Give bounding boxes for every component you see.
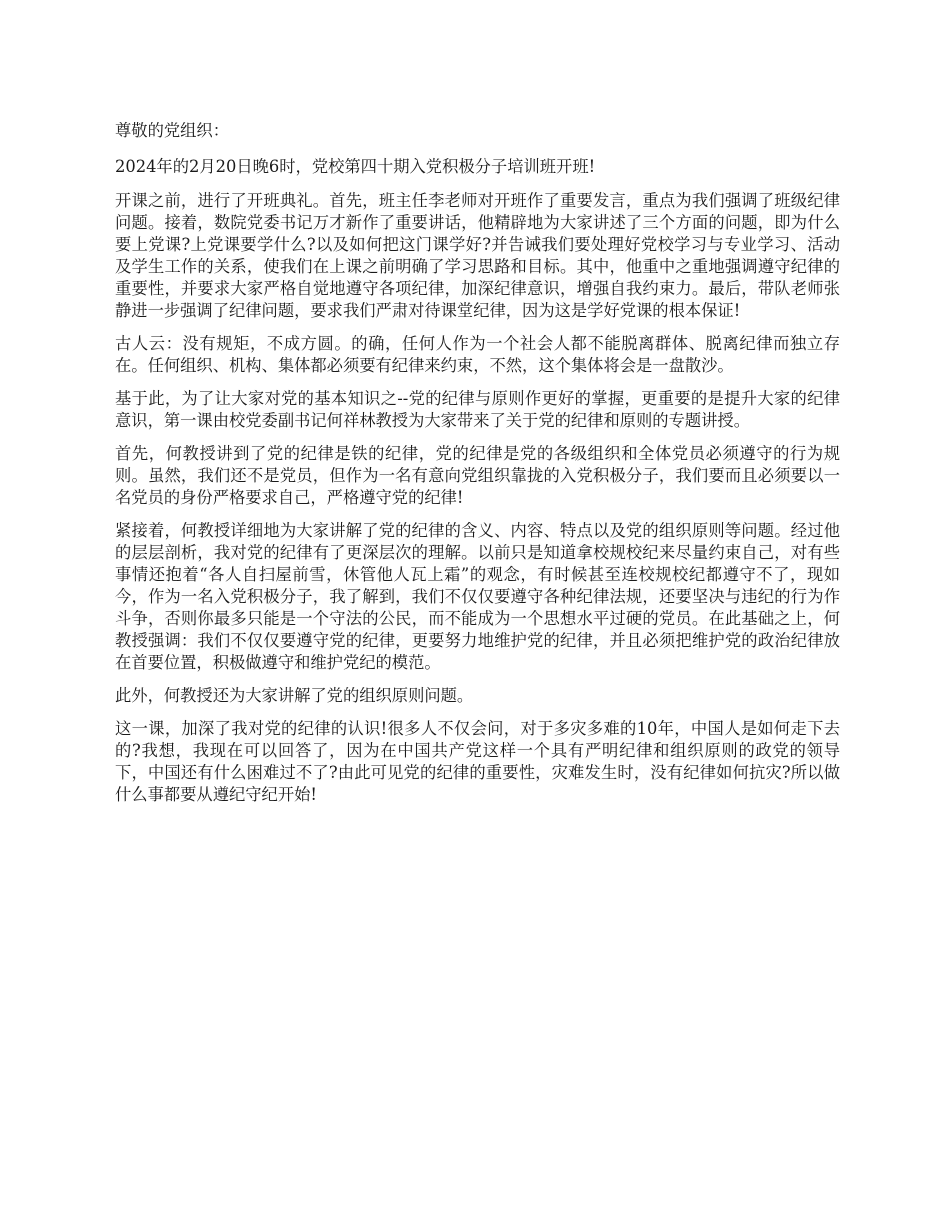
- paragraph-opening-date: 2024年的2月20日晚6时，党校第四十期入党积极分子培训班开班!: [115, 157, 596, 176]
- paragraph-lecture-intro: 基于此，为了让大家对党的基本知识之--党的纪律与原则作更好的掌握，更重要的是提升大家的纪律意识，第一课由校党委副书记何祥林教授为大家带来了关于党的纪律和原则的专题讲授。: [115, 389, 840, 430]
- paragraph-iron-discipline: 首先，何教授讲到了党的纪律是铁的纪律，党的纪律是党的各级组织和全体党员必须遵守的行为规则。虽然，我们还不是党员，但作为一名有意向党组织靠拢的入党积极分子，我们要而且必须要以一名党员的身份严格要求自己，严格遵守党的纪律!: [115, 444, 840, 507]
- paragraph-conclusion: 这一课，加深了我对党的纪律的认识!很多人不仅会问，对于多灾多难的10年，中国人是如何走下去的?我想，我现在可以回答了，因为在中国共产党这样一个具有严明纪律和组织原则的政党的领导下，中国还有什么困难过不了?由此可见党的纪律的重要性，灾难发生时，没有纪律如何抗灾?所以做什么事都要从遵纪守纪开始!: [115, 719, 840, 804]
- paragraph-ancient-saying: 古人云：没有规矩，不成方圆。的确，任何人作为一个社会人都不能脱离群体、脱离纪律而独立存在。任何组织、机构、集体都必须要有纪律来约束，不然，这个集体将会是一盘散沙。: [115, 334, 840, 375]
- document-body: [115, 120, 840, 817]
- paragraph-opening-ceremony: 开课之前，进行了开班典礼。首先，班主任李老师对开班作了重要发言，重点为我们强调了班级纪律问题。接着，数院党委书记万才新作了重要讲话，他精辟地为大家讲述了三个方面的问题，即为什么要上党课?上党课要学什么?以及如何把这门课学好?并告诫我们要处理好党校学习与专业学习、活动及学生工作的关系，使我们在上课之前明确了学习思路和目标。其中，他重中之重地强调遵守纪律的重要性，并要求大家严格自觉地遵守各项纪律，加深纪律意识，增强自我约束力。最后，带队老师张静进一步强调了纪律问题，要求我们严肃对待课堂纪律，因为这是学好党课的根本保证!: [115, 191, 840, 320]
- paragraph-organization-principles: 此外，何教授还为大家讲解了党的组织原则问题。: [115, 686, 474, 705]
- paragraph-detailed-explanation: 紧接着，何教授详细地为大家讲解了党的纪律的含义、内容、特点以及党的组织原则等问题。经过他的层层剖析，我对党的纪律有了更深层次的理解。以前只是知道拿校规校纪来尽量约束自己，对有些事情还抱着“各人自扫屋前雪，休管他人瓦上霜”的观念，有时候甚至连校规校纪都遵守不了，现如今，作为一名入党积极分子，我了解到，我们不仅仅要遵守各种纪律法规，还要坚决与违纪的行为作斗争，否则你最多只能是一个守法的公民，而不能成为一个思想水平过硬的党员。在此基础之上，何教授强调：我们不仅仅要遵守党的纪律，更要努力地维护党的纪律，并且必须把维护党的政治纪律放在首要位置，积极做遵守和维护党纪的模范。: [115, 521, 840, 672]
- salutation: 尊敬的党组织：: [115, 121, 229, 140]
